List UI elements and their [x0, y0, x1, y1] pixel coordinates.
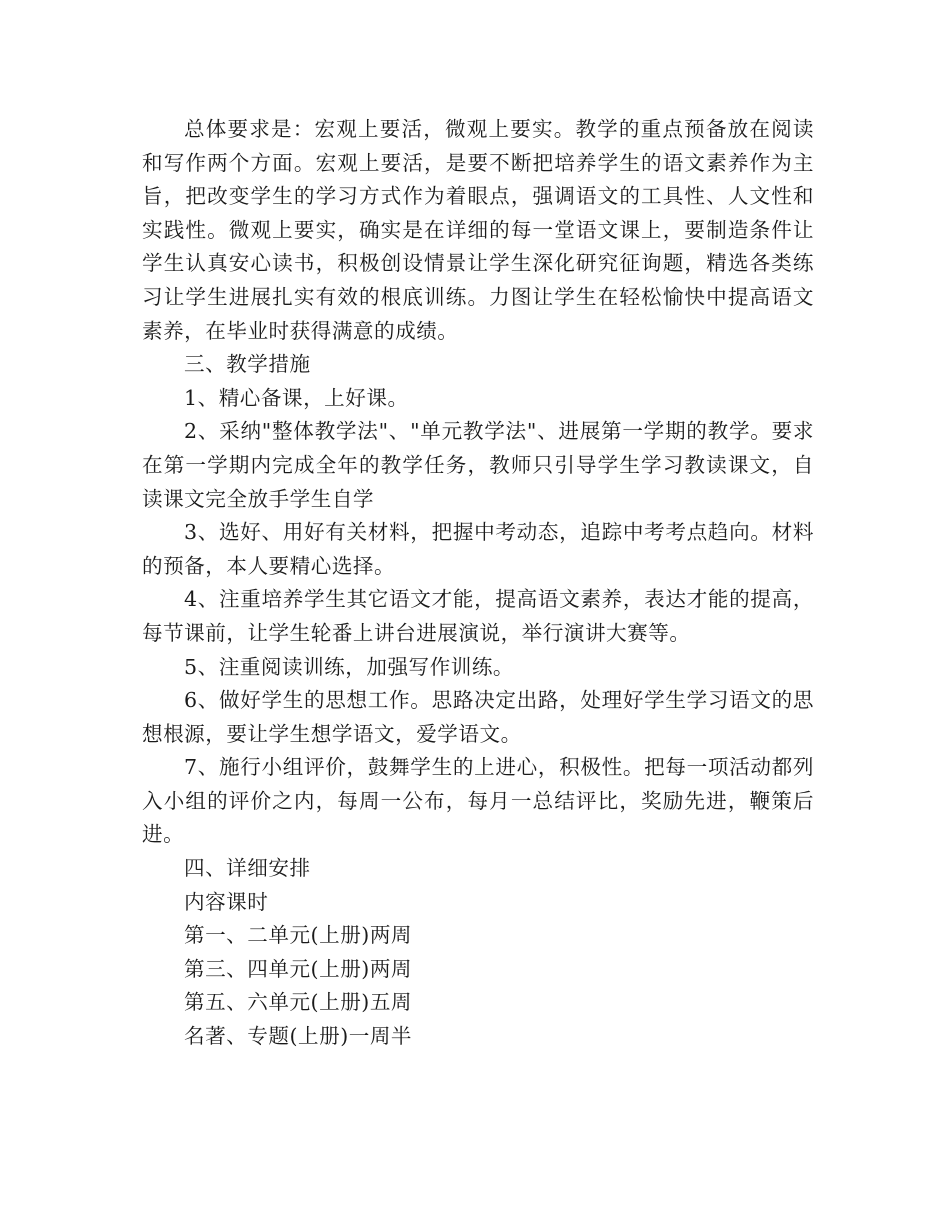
measure-item-1: 1、精心备课，上好课。: [184, 385, 409, 410]
document-body: [142, 113, 814, 1054]
heading-detailed-arrangement: 四、详细安排: [184, 856, 311, 881]
measure-item-6: 6、做好学生的思想工作。思路决定出路，处理好学生学习语文的思想根源，要让学生想学语文，爱学语文。: [142, 688, 814, 746]
measure-item-3: 3、选好、用好有关材料，把握中考动态，追踪中考考点趋向。材料的预备，本人要精心选择。: [142, 520, 814, 578]
heading-teaching-measures: 三、教学措施: [184, 352, 311, 377]
schedule-row-3: 第五、六单元(上册)五周: [184, 990, 413, 1015]
measure-item-4: 4、注重培养学生其它语文才能，提高语文素养，表达才能的提高，每节课前，让学生轮番上讲台进展演说，举行演讲大赛等。: [142, 587, 814, 645]
paragraph-general-requirements: 总体要求是：宏观上要活，微观上要实。教学的重点预备放在阅读和写作两个方面。宏观上要活，是要不断把培养学生的语文素养作为主旨，把改变学生的学习方式作为着眼点，强调语文的工具性、人文性和实践性。微观上要实，确实是在详细的每一堂语文课上，要制造条件让学生认真安心读书，积极创设情景让学生深化研究征询题，精选各类练习让学生进展扎实有效的根底训练。力图让学生在轻松愉快中提高语文素养，在毕业时获得满意的成绩。: [142, 117, 814, 343]
schedule-row-2: 第三、四单元(上册)两周: [184, 956, 413, 981]
schedule-row-4: 名著、专题(上册)一周半: [184, 1024, 413, 1049]
measure-item-7: 7、施行小组评价，鼓舞学生的上进心，积极性。把每一项活动都列入小组的评价之内，每周一公布，每月一总结评比，奖励先进，鞭策后进。: [142, 755, 814, 847]
measure-item-2: 2、采纳"整体教学法"、"单元教学法"、进展第一学期的教学。要求在第一学期内完成全年的教学任务，教师只引导学生学习教读课文，自读课文完全放手学生自学: [142, 419, 814, 511]
measure-item-5: 5、注重阅读训练，加强写作训练。: [184, 654, 515, 679]
schedule-row-1: 第一、二单元(上册)两周: [184, 923, 413, 948]
schedule-header: 内容课时: [184, 889, 269, 914]
